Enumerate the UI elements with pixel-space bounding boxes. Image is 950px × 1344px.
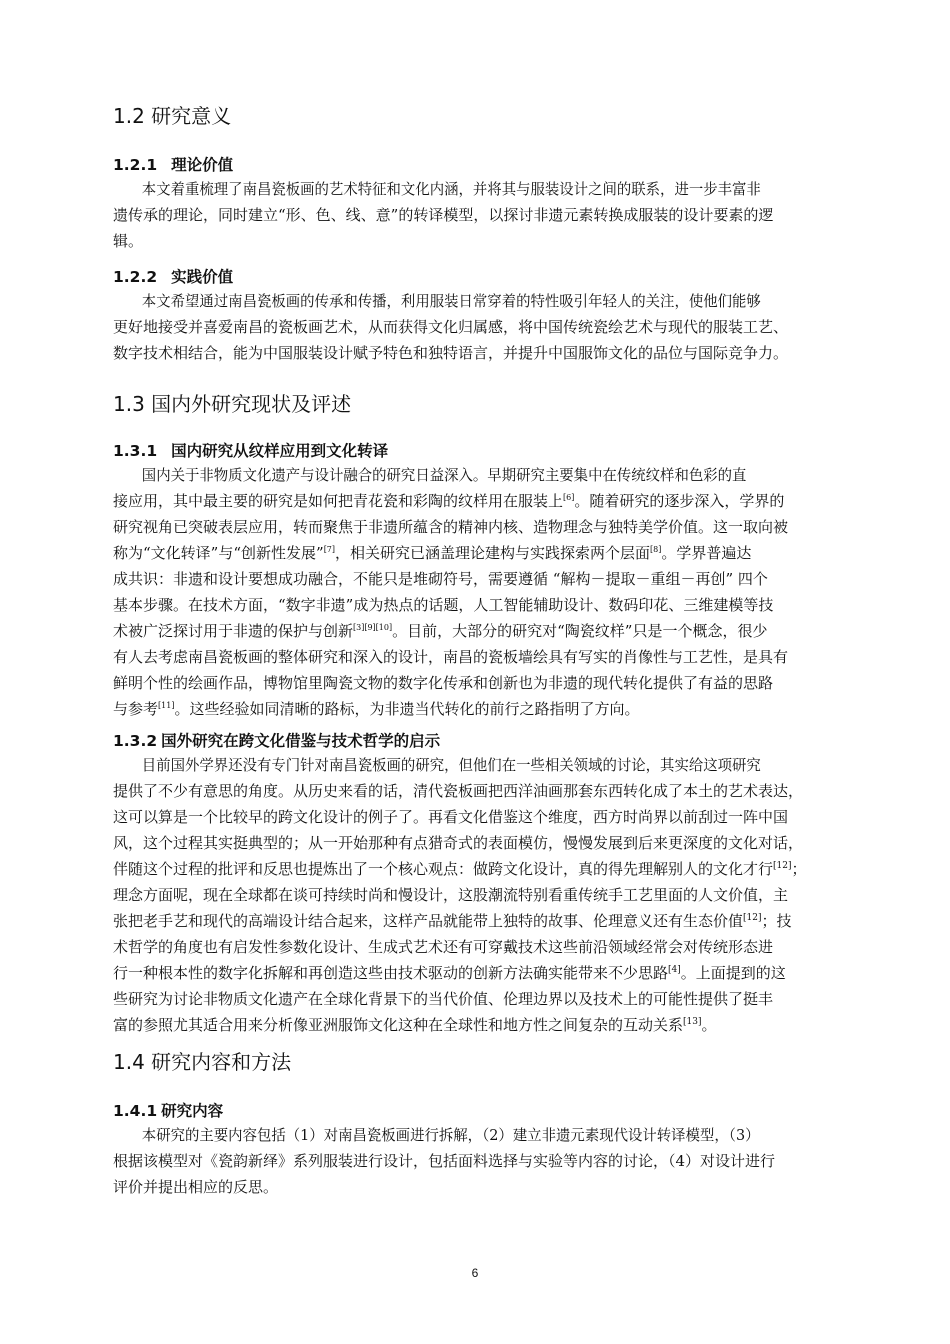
text-line: 成共识：非遗和设计要想成功融合，不能只是堆砌符号，需要遵循 “解构－提取－重组－再创” 四个 [113, 570, 768, 588]
text-run: 接应用，其中最主要的研究是如何把青花瓷和彩陶的纹样用在服装上 [113, 492, 564, 510]
text-run: 。学界普遍达 [661, 544, 752, 562]
text-run: ； [791, 860, 807, 878]
subsection-number: 1.3.1 [113, 442, 158, 460]
paragraph-research-content [113, 1122, 858, 1200]
section-heading-1-2: 1.2 研究意义 [113, 104, 232, 128]
subsection-number: 1.3.2 [113, 732, 158, 750]
page-number: 6 [471, 1266, 479, 1280]
paragraph-foreign-research [113, 752, 858, 1038]
text-line: 术哲学的角度也有启发性参数化设计、生成式艺术还有可穿戴技术这些前沿领域经常会对传统形态进 [113, 938, 774, 956]
citation-ref: [4] [668, 965, 681, 975]
subsection-title: 国外研究在跨文化借鉴与技术哲学的启示 [161, 732, 441, 750]
text-line [113, 488, 858, 514]
text-run: 伴随这个过程的批评和反思也提炼出了一个核心观点：做跨文化设计，真的得先理解别人的文化才行 [113, 860, 774, 878]
text-line: 本文希望通过南昌瓷板画的传承和传播，利用服装日常穿着的特性吸引年轻人的关注，使他们能够 [141, 292, 761, 310]
paragraph-theoretical-value [113, 176, 858, 254]
text-line: 基本步骤。在技术方面，“数字非遗”成为热点的话题，人工智能辅助设计、数码印花、三维建模等技 [113, 596, 774, 614]
subsection-title: 国内研究从纹样应用到文化转译 [171, 442, 389, 460]
citation-ref: [8] [650, 545, 662, 554]
citation-ref: [13] [683, 1017, 702, 1027]
text-line: 研究视角已突破表层应用，转而聚焦于非遗所蕴含的精神内核、造物理念与独特美学价值。这一取向被 [113, 518, 789, 536]
citation-ref: [12] [743, 913, 762, 923]
text-line: 些研究为讨论非物质文化遗产在全球化背景下的当代价值、伦理边界以及技术上的可能性提供了挺丰 [113, 990, 774, 1008]
subsection-heading-1-2-1 [113, 154, 233, 176]
text-run: 。 [701, 1016, 717, 1034]
paragraph-practical-value [113, 288, 858, 366]
text-line [113, 540, 858, 566]
subsection-heading-1-4-1 [113, 1100, 223, 1122]
subsection-heading-1-2-2 [113, 266, 233, 288]
text-line: 鲜明个性的绘画作品，博物馆里陶瓷文物的数字化传承和创新也为非遗的现代转化提供了有益的思路 [113, 674, 774, 692]
text-line: 遗传承的理论，同时建立“形、色、线、意”的转译模型，以探讨非遗元素转换成服装的设计要素的逻 [113, 206, 774, 224]
text-run: 行一种根本性的数字化拆解和再创造这些由技术驱动的创新方法确实能带来不少思路 [113, 964, 669, 982]
text-line [113, 696, 858, 722]
subsection-heading-1-3-2 [113, 730, 440, 752]
text-line: 数字技术相结合，能为中国服装设计赋予特色和独特语言，并提升中国服饰文化的品位与国际竞争力。 [113, 344, 789, 362]
paragraph-domestic-research [113, 462, 858, 722]
text-run: 。上面提到的这 [680, 964, 786, 982]
text-line: 本研究的主要内容包括（1）对南昌瓷板画进行拆解，（2）建立非遗元素现代设计转译模型，（3） [141, 1126, 760, 1144]
text-run: 术被广泛探讨用于非遗的保护与创新 [113, 622, 354, 640]
text-line: 国内关于非物质文化遗产与设计融合的研究日益深入。早期研究主要集中在传统纹样和色彩的直 [141, 466, 747, 484]
text-line: 根据该模型对《瓷韵新绎》系列服装进行设计，包括面料选择与实验等内容的讨论，（4）对设计进行 [113, 1152, 776, 1170]
text-line [113, 856, 858, 882]
text-line: 辑。 [113, 232, 144, 250]
text-line: 提供了不少有意思的角度。从历史来看的话，清代瓷板画把西洋油画那套东西转化成了本土的艺术表达， [113, 782, 804, 800]
text-run: 称为“文化转译”与“创新性发展” [113, 544, 324, 562]
section-heading-1-3: 1.3 国内外研究现状及评述 [113, 392, 352, 416]
text-line [113, 908, 858, 934]
text-line: 理念方面呢，现在全球都在谈可持续时尚和慢设计，这股潮流特别看重传统手工艺里面的人文价值，主 [113, 886, 789, 904]
citation-ref: [7] [323, 545, 336, 554]
subsection-heading-1-3-1 [113, 440, 388, 462]
subsection-title: 研究内容 [161, 1102, 224, 1120]
text-run: ，相关研究已涵盖理论建构与实践探索两个层面 [335, 544, 651, 562]
citation-ref: [6] [563, 493, 575, 502]
subsection-number: 1.2.2 [113, 268, 158, 286]
citation-ref: [12] [773, 861, 792, 871]
text-line: 评价并提出相应的反思。 [113, 1178, 279, 1196]
citation-ref: [11] [158, 701, 175, 710]
text-line: 这可以算是一个比较早的跨文化设计的例子了。再看文化借鉴这个维度，西方时尚界以前刮过一阵中国 [113, 808, 789, 826]
text-line [113, 1012, 858, 1038]
text-line: 本文着重梳理了南昌瓷板画的艺术特征和文化内涵，并将其与服装设计之间的联系，进一步丰富非 [141, 180, 761, 198]
text-line: 更好地接受并喜爱南昌的瓷板画艺术，从而获得文化归属感，将中国传统瓷绘艺术与现代的服装工艺、 [113, 318, 789, 336]
subsection-title: 理论价值 [171, 156, 234, 174]
text-run: 张把老手艺和现代的高端设计结合起来，这样产品就能带上独特的故事、伦理意义还有生态价值 [113, 912, 744, 930]
text-line [113, 960, 858, 986]
text-run: 富的参照尤其适合用来分析像亚洲服饰文化这种在全球性和地方性之间复杂的互动关系 [113, 1016, 684, 1034]
subsection-number: 1.2.1 [113, 156, 158, 174]
text-line: 目前国外学界还没有专门针对南昌瓷板画的研究，但他们在一些相关领域的讨论，其实给这项研究 [141, 756, 761, 774]
text-line [113, 618, 858, 644]
subsection-number: 1.4.1 [113, 1102, 158, 1120]
text-run: 与参考 [113, 700, 159, 718]
text-run: 。目前，大部分的研究对“陶瓷纹样”只是一个概念，很少 [392, 622, 768, 640]
text-run: 。随着研究的逐步深入，学界的 [574, 492, 785, 510]
section-heading-1-4: 1.4 研究内容和方法 [113, 1050, 292, 1074]
citation-ref: [3][9][10] [353, 623, 393, 632]
text-line: 有人去考虑南昌瓷板画的整体研究和深入的设计，南昌的瓷板墙绘具有写实的肖像性与工艺性，是具有 [113, 648, 789, 666]
subsection-title: 实践价值 [171, 268, 234, 286]
text-line: 风，这个过程其实挺典型的；从一开始那种有点猎奇式的表面模仿，慢慢发展到后来更深度的文化对话， [113, 834, 804, 852]
text-run: 。这些经验如同清晰的路标，为非遗当代转化的前行之路指明了方向。 [174, 700, 640, 718]
text-run: ；技 [761, 912, 792, 930]
